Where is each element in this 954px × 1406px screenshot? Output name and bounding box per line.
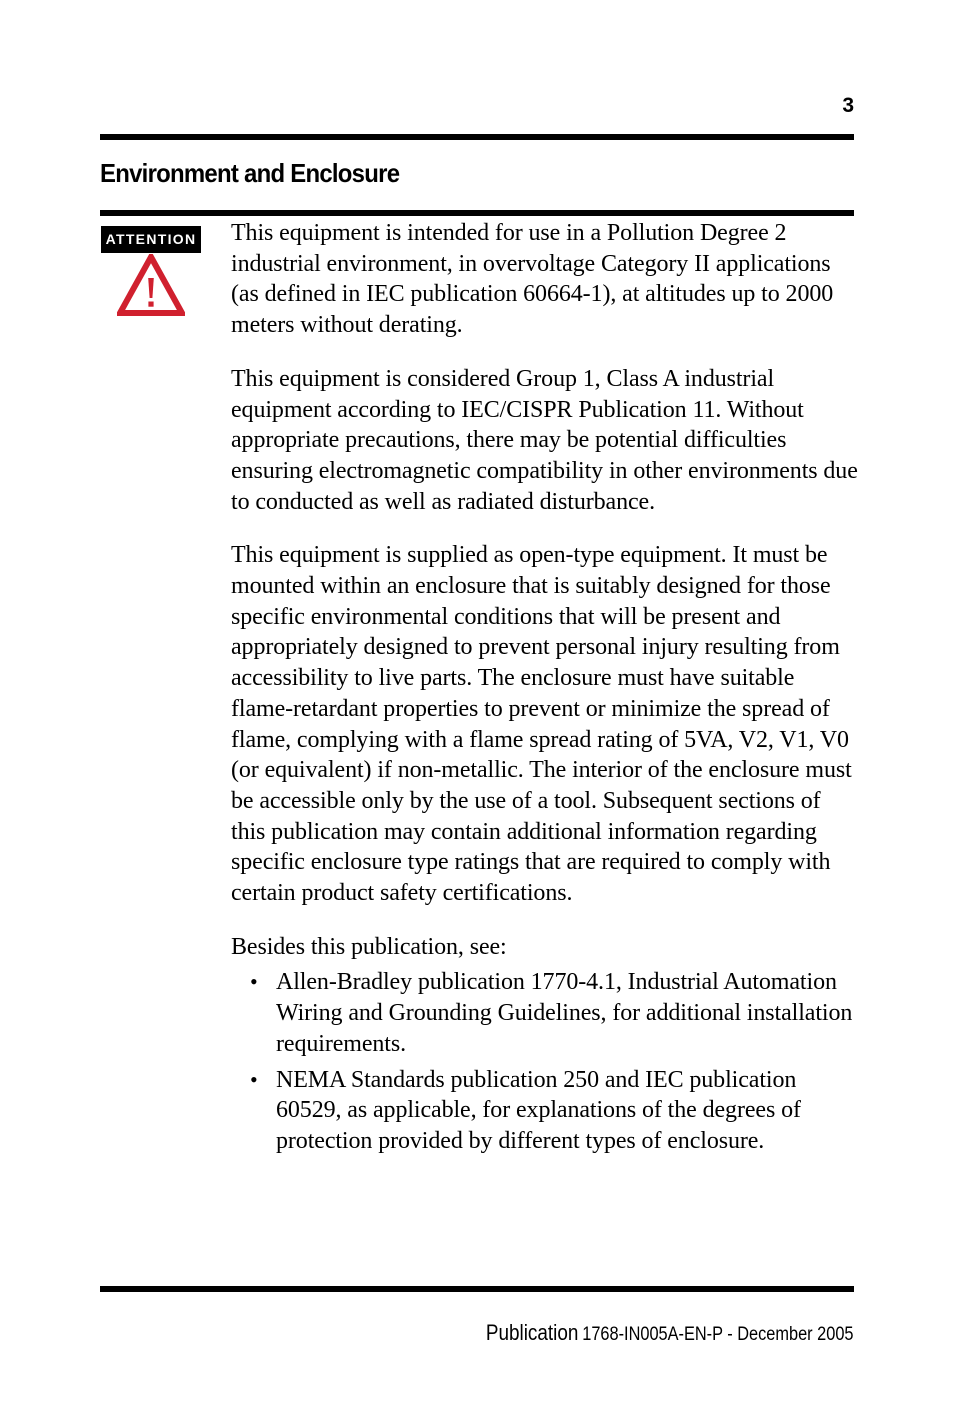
warning-exclamation-dot <box>148 302 153 307</box>
attention-paragraph-3: This equipment is supplied as open-type equipment. It must be mounted within an enclosure that is suitably designed for those specific environmental conditions that will be present and appropriately designed to prevent personal injury resulting from accessibility to live parts. The enclosure must have suitable flame-retardant properties to prevent or minimize the spread of flame, complying with a flame spread rating of 5VA, V2, V1, V0 (or equivalent) if non-metallic. The interior of the enclosure must be accessible only by the use of a tool. Subsequent sections of this publication may contain additional information regarding specific enclosure type ratings that are required to comply with certain product safety certifications. <box>231 542 852 907</box>
footer-publication: 1768-IN005A-EN-P - December 2005 <box>582 1324 854 1345</box>
footer-label: Publication <box>486 1320 579 1345</box>
bottom-rule <box>100 1286 854 1292</box>
bullet-icon: • <box>250 969 258 995</box>
list-item <box>231 967 859 1059</box>
footer <box>486 1320 854 1346</box>
see-also-list <box>231 967 859 1156</box>
see-also-intro: Besides this publication, see: <box>231 933 507 960</box>
list-item-text: NEMA Standards publication 250 and IEC publication 60529, as applicable, for explanations of the degrees of protection provided by different types of enclosure. <box>276 1066 801 1154</box>
top-rule <box>100 134 854 140</box>
page-number: 3 <box>842 94 854 117</box>
attention-top-rule <box>100 210 854 216</box>
section-title: Environment and Enclosure <box>100 158 400 188</box>
warning-triangle-icon <box>117 254 185 316</box>
list-item <box>231 1065 859 1157</box>
attention-badge: ATTENTION <box>101 226 201 253</box>
list-item-text: Allen-Bradley publication 1770-4.1, Industrial Automation Wiring and Grounding Guidelines, for additional installation requirements. <box>276 969 853 1057</box>
bullet-icon: • <box>250 1066 258 1092</box>
attention-paragraph-1: This equipment is intended for use in a Pollution Degree 2 industrial environment, in overvoltage Category II applications (as defined in IEC publication 60664-1), at altitudes up to 2000 meters without derating. <box>231 220 834 339</box>
attention-body <box>231 218 859 1162</box>
attention-paragraph-2: This equipment is considered Group 1, Class A industrial equipment according to IEC/CISPR Publication 11. Without appropriate precautions, there may be potential difficulties ensuring electromagnetic compatibility in other environments due to conducted as well as radiated disturbance. <box>231 365 858 515</box>
